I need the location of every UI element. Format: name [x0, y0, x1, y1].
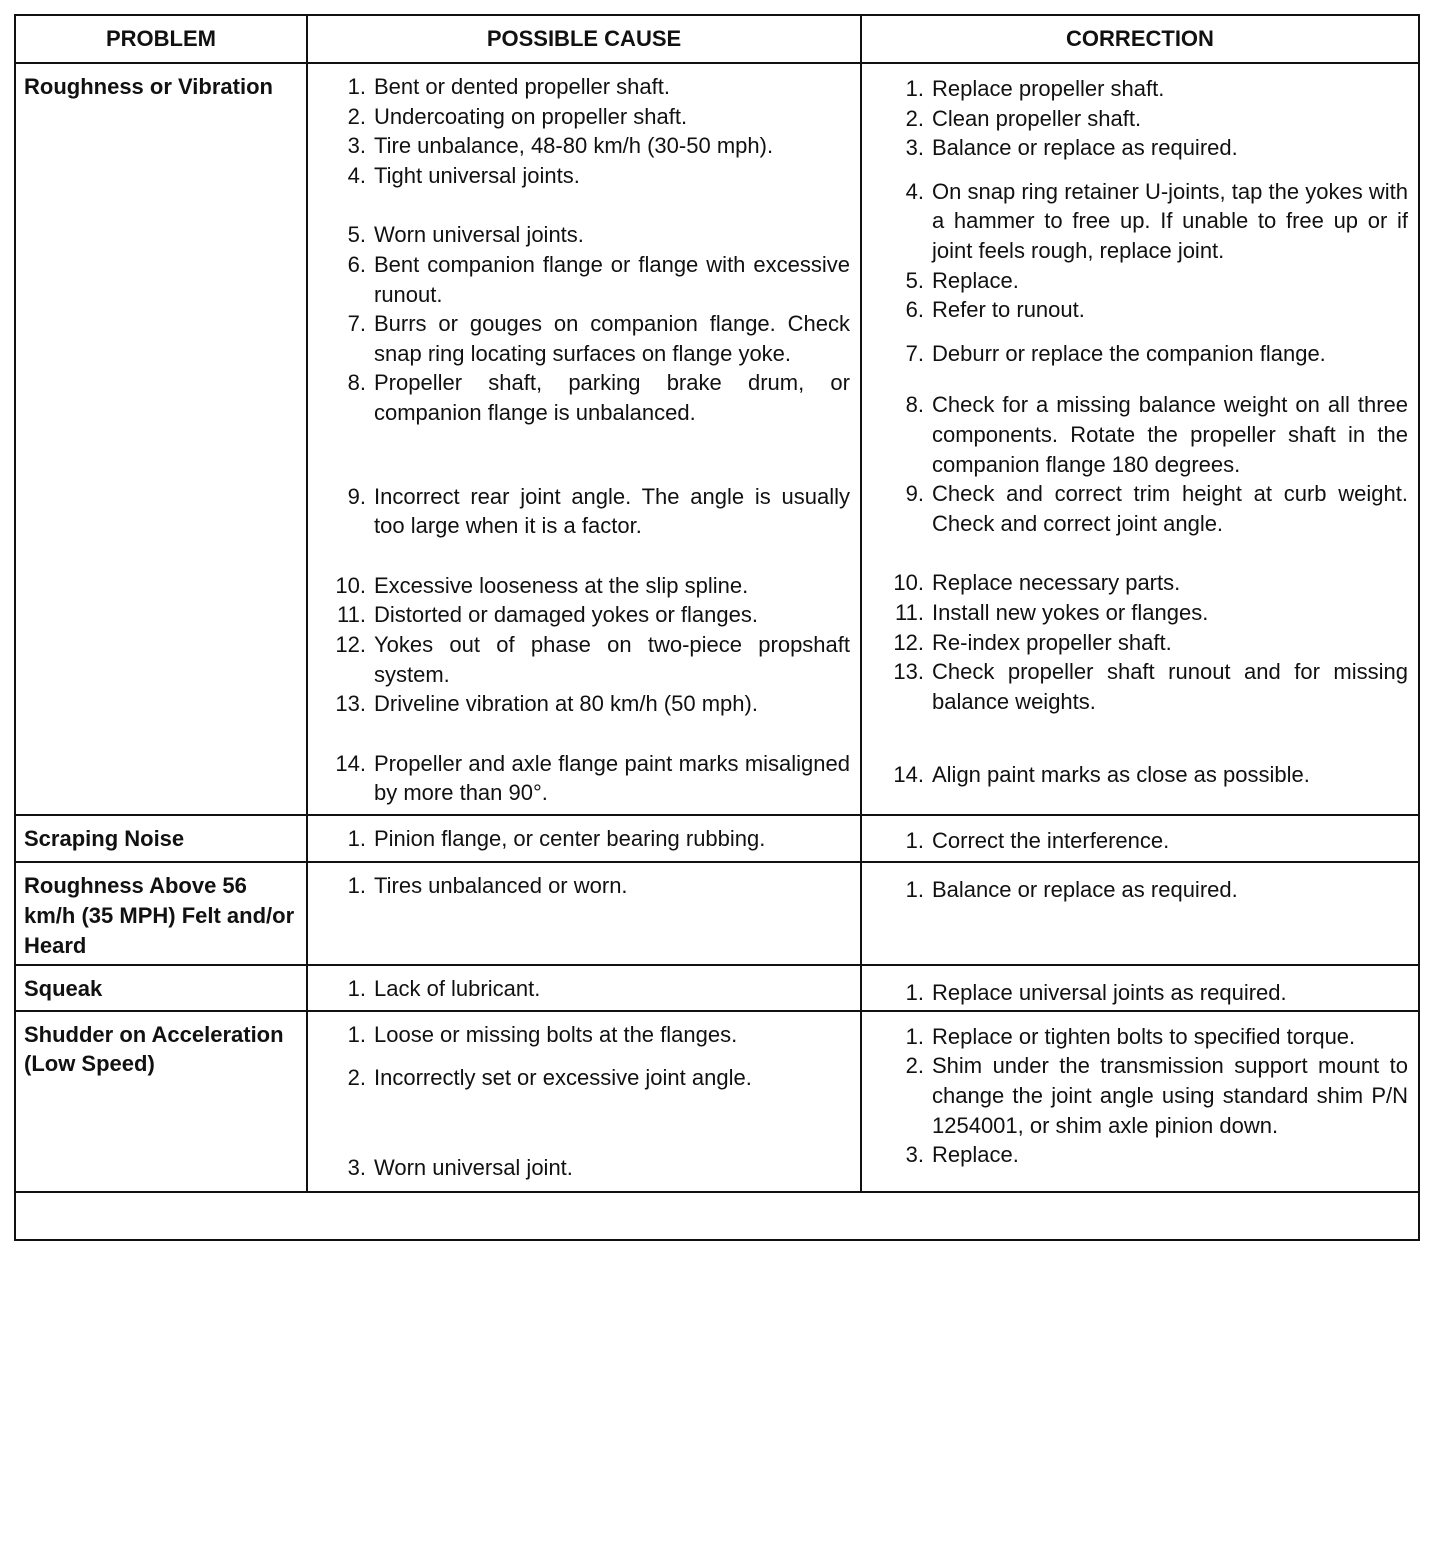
item-number: 1. — [905, 877, 924, 903]
item-number: 1. — [347, 1021, 366, 1047]
table-row — [15, 1011, 1419, 1192]
item-text: Incorrectly set or excessive joint angle. — [374, 1065, 752, 1091]
problem-cell: Scraping Noise — [15, 815, 307, 863]
header-correction: CORRECTION — [861, 15, 1419, 63]
cause-item — [322, 161, 850, 191]
item-number: 1. — [347, 74, 366, 99]
item-text: Undercoating on propeller shaft. — [374, 103, 688, 129]
item-text: Incorrect rear joint angle. The angle is usually too large when it is a factor. — [374, 483, 850, 539]
correction-item — [880, 978, 1408, 1008]
item-number: 11. — [895, 599, 924, 625]
item-number: 9. — [347, 483, 366, 509]
item-number: 5. — [347, 222, 366, 248]
item-text: Check for a missing balance weight on all three components. Rotate the propeller shaft in the companion flange 180 degrees. — [932, 392, 1408, 477]
correction-item — [880, 133, 1408, 163]
item-text: Replace. — [932, 267, 1019, 293]
item-text: Replace universal joints as required. — [932, 980, 1287, 1006]
cause-item — [322, 1153, 850, 1183]
table-row — [15, 815, 1419, 863]
item-text: Balance or replace as required. — [932, 135, 1238, 161]
cause-item — [322, 250, 850, 309]
item-number: 1. — [905, 980, 924, 1006]
item-number: 3. — [347, 1155, 366, 1181]
item-text: Deburr or replace the companion flange. — [932, 340, 1326, 366]
cause-item — [322, 600, 850, 630]
item-text: Replace. — [932, 1142, 1019, 1168]
item-text: Distorted or damaged yokes or flanges. — [374, 602, 758, 628]
correction-item — [880, 657, 1408, 716]
item-text: Tires unbalanced or worn. — [374, 873, 628, 899]
item-text: Shim under the transmission support mount to change the joint angle using standard shim P/N 1254001, or shim axle pinion down. — [932, 1053, 1408, 1138]
item-text: Clean propeller shaft. — [932, 105, 1142, 131]
table-header-row — [15, 15, 1419, 63]
item-number: 14. — [335, 750, 366, 776]
item-text: Replace or tighten bolts to specified torque. — [932, 1023, 1356, 1049]
cause-item — [322, 102, 850, 132]
correction-item — [880, 295, 1408, 325]
item-number: 9. — [905, 481, 924, 507]
item-number: 7. — [905, 340, 924, 366]
item-number: 7. — [347, 311, 366, 337]
item-text: Excessive looseness at the slip spline. — [374, 572, 749, 598]
item-number: 8. — [347, 370, 366, 396]
item-number: 2. — [347, 103, 366, 129]
cause-item — [322, 871, 850, 901]
item-text: Lack of lubricant. — [374, 976, 541, 1002]
correction-item — [880, 568, 1408, 598]
item-number: 1. — [905, 76, 924, 101]
item-number: 1. — [347, 976, 366, 1002]
cause-item — [322, 1020, 850, 1050]
cause-item — [322, 309, 850, 368]
correction-item — [880, 598, 1408, 628]
problem-cell: Roughness or Vibration — [15, 63, 307, 815]
item-text: Check and correct trim height at curb weight. Check and correct joint angle. — [932, 481, 1408, 536]
item-number: 4. — [905, 178, 924, 204]
item-number: 2. — [347, 1065, 366, 1091]
item-number: 2. — [905, 105, 924, 131]
item-text: Align paint marks as close as possible. — [932, 762, 1310, 788]
item-number: 6. — [347, 251, 366, 277]
correction-item — [880, 760, 1408, 790]
item-number: 10. — [335, 572, 366, 598]
item-text: Replace necessary parts. — [932, 570, 1181, 596]
item-text: Burrs or gouges on companion flange. Check snap ring locating surfaces on flange yoke. — [374, 311, 850, 366]
item-text: Install new yokes or flanges. — [932, 599, 1209, 625]
item-number: 1. — [905, 827, 924, 853]
item-text: On snap ring retainer U-joints, tap the yokes with a hammer to free up. If unable to free up or if joint feels rough, replace joint. — [932, 178, 1408, 263]
item-number: 10. — [893, 570, 924, 596]
correction-item — [880, 177, 1408, 266]
cause-item — [322, 368, 850, 427]
problem-cell: Squeak — [15, 965, 307, 1011]
empty-cell — [15, 1192, 1419, 1240]
cause-item — [322, 1063, 850, 1093]
item-text: Pinion flange, or center bearing rubbing. — [374, 825, 766, 851]
item-text: Correct the interference. — [932, 827, 1170, 853]
item-text: Loose or missing bolts at the flanges. — [374, 1021, 738, 1047]
item-number: 3. — [347, 133, 366, 159]
item-text: Bent or dented propeller shaft. — [374, 74, 670, 99]
item-text: Tire unbalance, 48-80 km/h (30-50 mph). — [374, 133, 774, 159]
header-problem: PROBLEM — [15, 15, 307, 63]
item-text: Replace propeller shaft. — [932, 76, 1165, 101]
item-number: 13. — [335, 691, 366, 717]
table-row — [15, 63, 1419, 815]
cause-item — [322, 974, 850, 1004]
possible-cause-cell — [307, 815, 861, 863]
item-text: Re-index propeller shaft. — [932, 629, 1172, 655]
cause-item — [322, 571, 850, 601]
item-number: 1. — [347, 825, 366, 851]
diagnosis-table — [14, 14, 1420, 1241]
correction-item — [880, 74, 1408, 104]
item-number: 11. — [337, 602, 366, 628]
correction-item — [880, 1051, 1408, 1140]
cause-item — [322, 689, 850, 719]
table-row — [15, 965, 1419, 1011]
correction-item — [880, 390, 1408, 479]
item-text: Bent companion flange or flange with excessive runout. — [374, 251, 850, 307]
table-body — [15, 63, 1419, 1240]
possible-cause-cell — [307, 63, 861, 815]
cause-item — [322, 131, 850, 161]
item-number: 6. — [905, 297, 924, 323]
correction-cell — [861, 63, 1419, 815]
problem-cell: Roughness Above 56 km/h (35 MPH) Felt and/or Heard — [15, 862, 307, 965]
cause-item — [322, 482, 850, 541]
item-text: Worn universal joint. — [374, 1155, 573, 1181]
correction-cell — [861, 862, 1419, 965]
item-number: 13. — [893, 659, 924, 685]
cause-item — [322, 220, 850, 250]
cause-item — [322, 749, 850, 808]
item-number: 12. — [335, 631, 366, 657]
cause-item — [322, 72, 850, 102]
table-row — [15, 862, 1419, 965]
problem-cell: Shudder on Acceleration (Low Speed) — [15, 1011, 307, 1192]
item-number: 2. — [905, 1053, 924, 1079]
document-page — [14, 14, 1418, 1241]
item-number: 3. — [905, 1142, 924, 1168]
empty-row — [15, 1192, 1419, 1240]
correction-item — [880, 479, 1408, 538]
possible-cause-cell — [307, 1011, 861, 1192]
possible-cause-cell — [307, 965, 861, 1011]
item-text: Propeller and axle flange paint marks misaligned by more than 90°. — [374, 750, 850, 806]
item-text: Yokes out of phase on two-piece propshaft system. — [374, 631, 850, 687]
correction-item — [880, 1022, 1408, 1052]
item-text: Refer to runout. — [932, 297, 1085, 323]
item-number: 14. — [893, 762, 924, 788]
item-number: 5. — [905, 267, 924, 293]
correction-item — [880, 628, 1408, 658]
correction-item — [880, 826, 1408, 856]
correction-cell — [861, 965, 1419, 1011]
item-number: 1. — [347, 873, 366, 899]
item-number: 8. — [905, 392, 924, 418]
item-text: Worn universal joints. — [374, 222, 584, 248]
header-possible-cause: POSSIBLE CAUSE — [307, 15, 861, 63]
item-text: Driveline vibration at 80 km/h (50 mph). — [374, 691, 758, 717]
item-text: Propeller shaft, parking brake drum, or companion flange is unbalanced. — [374, 370, 850, 425]
correction-item — [880, 104, 1408, 134]
item-text: Tight universal joints. — [374, 162, 580, 188]
item-text: Check propeller shaft runout and for missing balance weights. — [932, 659, 1408, 714]
item-text: Balance or replace as required. — [932, 877, 1238, 903]
correction-item — [880, 875, 1408, 905]
item-number: 12. — [893, 629, 924, 655]
correction-item — [880, 339, 1408, 369]
item-number: 4. — [347, 162, 366, 188]
cause-item — [322, 630, 850, 689]
correction-cell — [861, 815, 1419, 863]
cause-item — [322, 824, 850, 854]
item-number: 3. — [905, 135, 924, 161]
correction-item — [880, 266, 1408, 296]
possible-cause-cell — [307, 862, 861, 965]
correction-item — [880, 1140, 1408, 1170]
item-number: 1. — [905, 1023, 924, 1049]
correction-cell — [861, 1011, 1419, 1192]
